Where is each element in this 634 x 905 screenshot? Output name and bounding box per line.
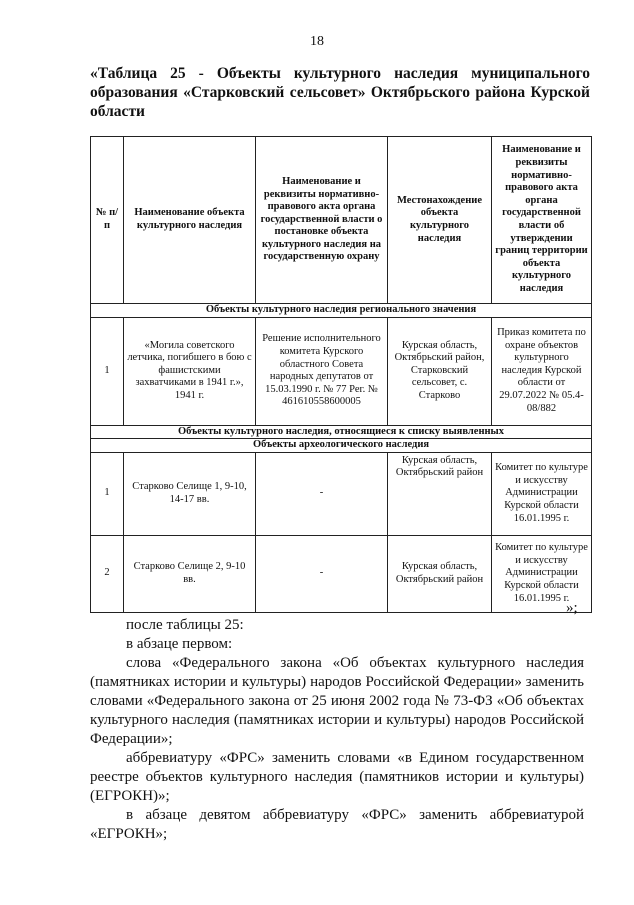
paragraph: аббревиатуру «ФРС» заменить словами «в Едином государственном реестре объектов культурного наследия (памятников истории и культуры) (ЕГРОКН)»; xyxy=(90,750,584,804)
paragraph: после таблицы 25: xyxy=(126,617,244,633)
header-protection-act: Наименование и реквизиты нормативно-правового акта органа государственной власти о постановке объекта культурного наследия на государственную охрану xyxy=(256,137,388,304)
cell-act: - xyxy=(256,452,388,535)
group-row-identified xyxy=(91,425,592,439)
paragraph: в абзаце девятом аббревиатуру «ФРС» заменить аббревиатурой «ЕГРОКН»; xyxy=(90,807,584,842)
table-title: «Таблица 25 - Объекты культурного наследия муниципального образования «Старковский сельсовет» Октябрьского района Курской области xyxy=(90,65,590,120)
cell-num: 1 xyxy=(91,317,124,425)
header-name: Наименование объекта культурного наследия xyxy=(124,137,256,304)
cell-name: «Могила советского летчика, погибшего в бою с фашистскими захватчиками в 1941 г.», 1941 г. xyxy=(124,317,256,425)
group-row-archaeology xyxy=(91,439,592,453)
cell-location: Курская область, Октябрьский район xyxy=(388,535,492,612)
cell-boundaries: Комитет по культуре и искусству Администрации Курской области 16.01.1995 г. xyxy=(492,452,592,535)
group-archaeology-label: Объекты археологического наследия xyxy=(91,439,592,453)
table-closer: »; xyxy=(566,600,578,616)
cell-act: Решение исполнительного комитета Курского областного Совета народных депутатов от 15.03.1990 г. № 77 Рег. № 461610558600005 xyxy=(256,317,388,425)
group-row-regional xyxy=(91,304,592,318)
table-row xyxy=(91,317,592,425)
header-num: № п/п xyxy=(91,137,124,304)
amendment-text xyxy=(90,616,584,844)
header-location: Местонахождение объекта культурного наследия xyxy=(388,137,492,304)
heritage-table xyxy=(90,136,592,613)
cell-boundaries: Приказ комитета по охране объектов культурного наследия Курской области от 29.07.2022 № 05.4-08/882 xyxy=(492,317,592,425)
table-row xyxy=(91,535,592,612)
cell-num: 1 xyxy=(91,452,124,535)
group-regional-label: Объекты культурного наследия регионального значения xyxy=(91,304,592,318)
cell-location: Курская область, Октябрьский район xyxy=(388,452,492,535)
cell-name: Старково Селище 1, 9-10, 14-17 вв. xyxy=(124,452,256,535)
table-row xyxy=(91,452,592,535)
cell-boundaries: Комитет по культуре и искусству Администрации Курской области 16.01.1995 г. xyxy=(492,535,592,612)
table-header-row xyxy=(91,137,592,304)
cell-location: Курская область, Октябрьский район, Старковский сельсовет, с. Старково xyxy=(388,317,492,425)
cell-num: 2 xyxy=(91,535,124,612)
cell-name: Старково Селище 2, 9-10 вв. xyxy=(124,535,256,612)
page-number: 18 xyxy=(310,34,324,49)
cell-act: - xyxy=(256,535,388,612)
header-boundaries-act: Наименование и реквизиты нормативно-правового акта органа государственной власти об утверждении границ территории объекта культурного наследия xyxy=(492,137,592,304)
paragraph: слова «Федерального закона «Об объектах культурного наследия (памятниках истории и культуры) народов Российской Федерации» заменить словами «Федерального закона от 25 июня 2002 года № 73-ФЗ «Об объектах культурного наследия (памятниках истории и культуры) народов Российской Федерации»; xyxy=(90,655,584,747)
paragraph: в абзаце первом: xyxy=(126,636,233,652)
group-identified-label: Объекты культурного наследия, относящиеся к списку выявленных xyxy=(91,425,592,439)
